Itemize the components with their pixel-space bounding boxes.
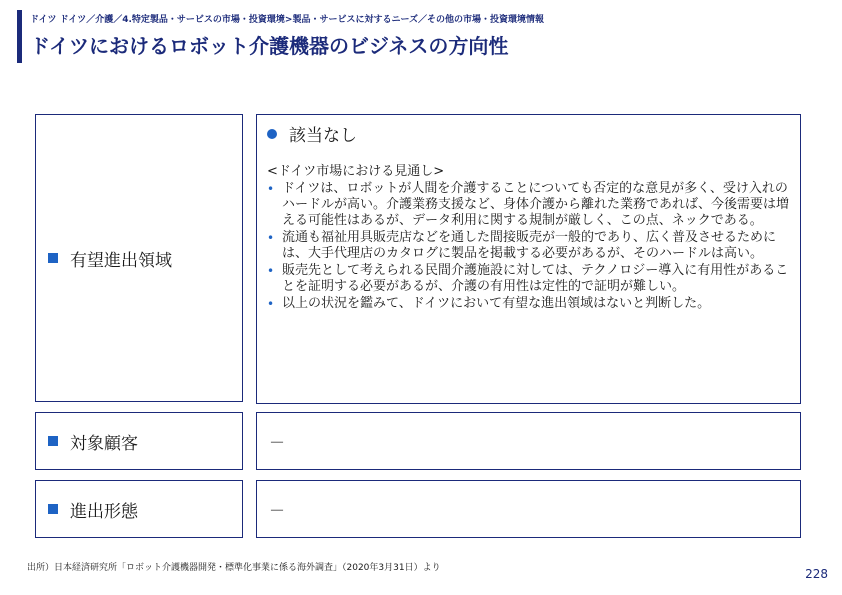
row-label-target-customers bbox=[35, 412, 243, 470]
square-bullet-icon bbox=[48, 504, 58, 514]
applicable-line bbox=[267, 121, 792, 146]
row-label-text: 有望進出領域 bbox=[70, 250, 172, 271]
bullet-dot-icon: • bbox=[267, 297, 275, 311]
source-note: 出所）日本経済研究所「ロボット介護機器開発・標準化事業に係る海外調査」（2020年3月31日）より bbox=[27, 563, 441, 573]
outlook-heading: <ドイツ市場における見通し> bbox=[267, 164, 445, 179]
bullet-dot-icon: • bbox=[267, 182, 275, 196]
list-item: • 販売先として考えられる民間介護施設に対しては、テクノロジー導入に有用性があることを証明する必要があるが、介護の有用性は定性的で証明が難しい。 bbox=[267, 263, 789, 294]
row-value-text: － bbox=[269, 500, 286, 520]
square-bullet-icon bbox=[48, 253, 58, 263]
bullet-dot-icon: • bbox=[267, 231, 275, 245]
row-label-promising-areas bbox=[35, 114, 243, 402]
row-content-promising-areas bbox=[256, 114, 801, 404]
square-bullet-icon bbox=[48, 436, 58, 446]
row-label-text: 進出形態 bbox=[70, 501, 138, 522]
bullet-dot-icon: • bbox=[267, 264, 275, 278]
row-label-text: 対象顧客 bbox=[70, 433, 138, 454]
applicable-text: 該当なし bbox=[289, 126, 357, 146]
title-accent-bar bbox=[17, 10, 22, 63]
list-item: • 以上の状況を鑑みて、ドイツにおいて有望な進出領域はないと判断した。 bbox=[267, 296, 711, 311]
row-content-target-customers bbox=[256, 412, 801, 470]
page-number: 228 bbox=[805, 567, 828, 581]
page-title: ドイツにおけるロボット介護機器のビジネスの方向性 bbox=[30, 34, 509, 58]
list-item: • 流通も福祉用具販売店などを通した間接販売が一般的であり、広く普及させるためには、大手代理店のカタログに製品を掲載する必要があるが、そのハードルは高い。 bbox=[267, 230, 777, 261]
breadcrumb: ドイツ ドイツ／介護／4.特定製品・サービスの市場・投資環境>製品・サービスに対するニーズ／その他の市場・投資環境情報 bbox=[30, 15, 545, 25]
circle-bullet-icon bbox=[267, 129, 277, 139]
row-label-entry-form bbox=[35, 480, 243, 538]
row-value-text: － bbox=[269, 432, 286, 452]
row-content-entry-form bbox=[256, 480, 801, 538]
outlook-bullet-list bbox=[267, 181, 792, 312]
list-item: • ドイツは、ロボットが人間を介護することについても否定的な意見が多く、受け入れのハードルが高い。介護業務支援など、身体介護から離れた業務であれば、今後需要は増える可能性はあるが、データ利用に関する規制が厳しく、この点、ネックである。 bbox=[267, 181, 790, 228]
